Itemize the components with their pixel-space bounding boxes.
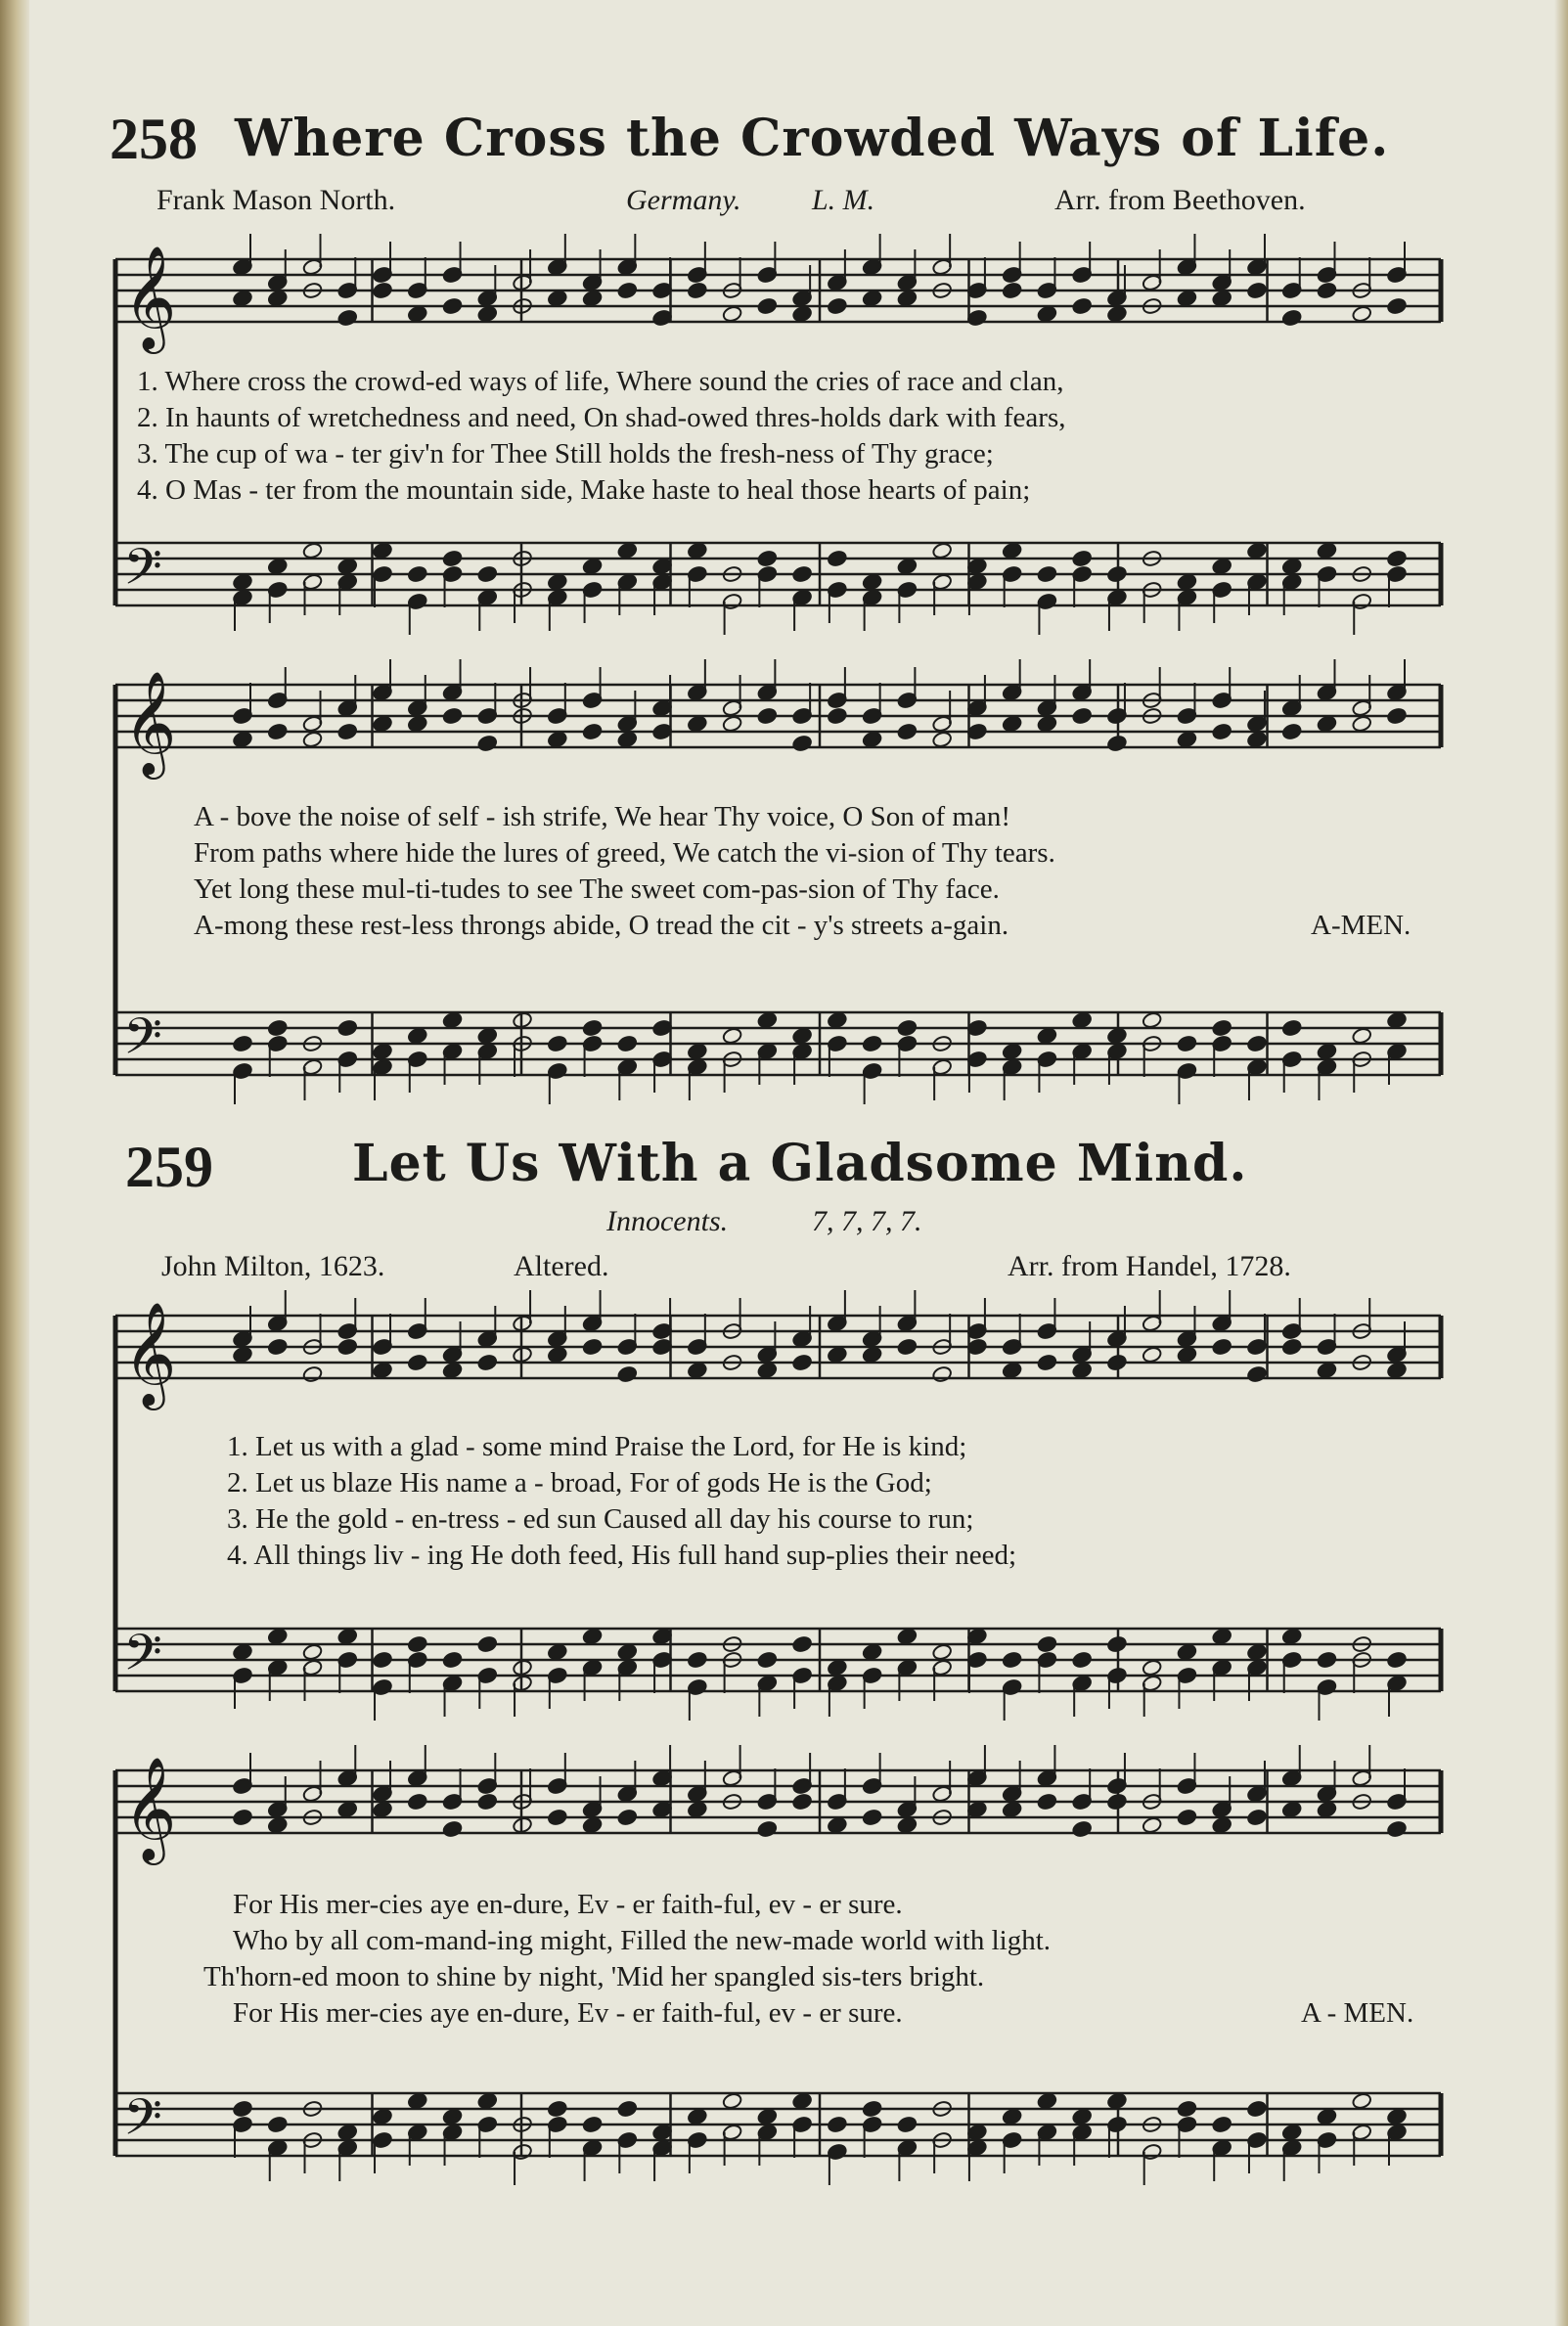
verse-line-2: 2. Let us blaze His name a - broad, For of gods He is the God; <box>227 1467 932 1498</box>
note-head <box>1002 2108 1022 2125</box>
note-head <box>1281 309 1302 327</box>
note-head <box>1037 2092 1057 2110</box>
note-head <box>722 2092 742 2110</box>
note-head <box>372 1801 392 1818</box>
note-head <box>791 1027 812 1045</box>
note-head <box>547 1809 567 1826</box>
note-head <box>337 723 358 740</box>
note-head <box>1317 542 1337 559</box>
note-head <box>791 565 812 583</box>
note-head <box>827 550 847 567</box>
verse-line-1: A - bove the noise of self - ish strife, We hear Thy voice, O Son of man! <box>194 801 1010 832</box>
note-head <box>931 731 952 748</box>
note-head <box>547 2100 567 2118</box>
note-head <box>1212 1338 1232 1356</box>
note-head <box>582 558 603 575</box>
note-head <box>407 1027 427 1045</box>
note-head <box>337 1338 358 1356</box>
note-head <box>687 1362 707 1379</box>
music-staff-bass <box>115 1619 1446 1726</box>
note-head <box>1352 715 1372 733</box>
note-head <box>1212 723 1232 740</box>
note-head <box>1212 1019 1232 1037</box>
note-head <box>1002 542 1022 559</box>
note-head <box>407 715 427 733</box>
note-head <box>1072 550 1093 567</box>
note-head <box>477 1354 498 1371</box>
note-head <box>1317 1362 1337 1379</box>
note-head <box>1072 1820 1093 1838</box>
note-head <box>617 542 638 559</box>
note-head <box>1386 1011 1407 1029</box>
note-head <box>687 1651 707 1669</box>
note-head <box>897 723 918 740</box>
note-head <box>1177 731 1197 748</box>
note-head <box>337 309 358 327</box>
note-head <box>372 282 392 299</box>
note-head <box>1246 282 1267 299</box>
svg-text:𝄢: 𝄢 <box>123 1623 162 1694</box>
note-head <box>302 731 323 748</box>
note-head <box>1212 558 1232 575</box>
verse-line-3: 3. He the gold - en-tress - ed sun Caused all day his course to run; <box>227 1503 974 1535</box>
note-head <box>791 1354 812 1371</box>
note-head <box>477 1793 498 1811</box>
note-head <box>1317 1043 1337 1060</box>
note-head <box>337 1628 358 1645</box>
verse-line-4: For His mer-cies aye en-dure, Ev - er faith-ful, ev - er sure. <box>233 1997 903 2029</box>
note-head <box>1072 2108 1093 2125</box>
note-head <box>1177 1643 1197 1661</box>
note-head <box>582 2116 603 2133</box>
note-head <box>1177 1035 1197 1052</box>
note-head <box>1281 1019 1302 1037</box>
verse-line-3: 3. The cup of wa - ter giv'n for Thee Still holds the fresh-ness of Thy grace; <box>137 438 994 470</box>
hymn-number: 259 <box>125 1135 213 1199</box>
note-head <box>267 290 288 307</box>
svg-text:𝄞: 𝄞 <box>123 245 177 349</box>
note-head <box>1352 1027 1372 1045</box>
note-head <box>757 550 778 567</box>
note-head <box>407 305 427 323</box>
svg-text:𝄞: 𝄞 <box>123 1301 177 1406</box>
note-head <box>407 1793 427 1811</box>
note-head <box>1037 1635 1057 1653</box>
note-head <box>1386 2108 1407 2125</box>
note-head <box>827 1659 847 1677</box>
note-head <box>267 1816 288 1834</box>
note-head <box>1037 1793 1057 1811</box>
note-head <box>232 1035 252 1052</box>
hymn-title: Let Us With a Gladsome Mind. <box>352 1134 1248 1193</box>
note-head <box>1386 550 1407 567</box>
note-head <box>1352 305 1372 323</box>
svg-text:𝄞: 𝄞 <box>123 670 177 775</box>
note-head <box>1317 1651 1337 1669</box>
note-head <box>442 1820 463 1838</box>
note-head <box>862 1346 882 1364</box>
note-head <box>267 1338 288 1356</box>
note-head <box>337 2124 358 2141</box>
note-head <box>617 731 638 748</box>
composer-credit: Arr. from Handel, 1728. <box>1008 1250 1291 1282</box>
note-head <box>267 1019 288 1037</box>
note-head <box>827 1346 847 1364</box>
amen-text: A - MEN. <box>1301 1997 1414 2029</box>
note-head <box>617 282 638 299</box>
note-head <box>687 282 707 299</box>
note-head <box>1317 2108 1337 2125</box>
note-head <box>1002 1801 1022 1818</box>
note-head <box>1142 1011 1162 1029</box>
note-head <box>232 1643 252 1661</box>
tune-name: Germany. <box>626 184 741 216</box>
verse-line-4: A-mong these rest-less throngs abide, O tread the cit - y's streets a-gain. <box>194 910 1009 941</box>
note-head <box>687 715 707 733</box>
note-head <box>372 1043 392 1060</box>
meter: L. M. <box>812 184 875 216</box>
note-head <box>1246 1035 1267 1052</box>
note-head <box>302 1643 323 1661</box>
note-head <box>862 2100 882 2118</box>
note-head <box>1072 707 1093 725</box>
note-head <box>617 1365 638 1383</box>
verse-line-1: 1. Let us with a glad - some mind Praise the Lord, for He is kind; <box>227 1431 967 1462</box>
note-head <box>897 1628 918 1645</box>
note-head <box>897 290 918 307</box>
note-head <box>1177 573 1197 591</box>
note-head <box>232 2100 252 2118</box>
note-head <box>897 558 918 575</box>
note-head <box>862 1643 882 1661</box>
verse-line-2: Who by all com-mand-ing might, Filled the new-made world with light. <box>233 1925 1052 1956</box>
note-head <box>1037 565 1057 583</box>
note-head <box>1246 542 1267 559</box>
note-head <box>791 1793 812 1811</box>
note-head <box>1037 1354 1057 1371</box>
svg-text:𝄢: 𝄢 <box>123 2087 162 2159</box>
note-head <box>372 542 392 559</box>
note-head <box>862 1035 882 1052</box>
note-head <box>1386 1820 1407 1838</box>
tune-name: Innocents. <box>606 1205 729 1237</box>
note-head <box>1212 2116 1232 2133</box>
note-head <box>267 1628 288 1645</box>
note-head <box>827 1816 847 1834</box>
note-head <box>1281 1801 1302 1818</box>
note-head <box>757 1011 778 1029</box>
meter: 7, 7, 7, 7. <box>812 1205 922 1237</box>
note-head <box>1106 2092 1127 2110</box>
music-staff-treble <box>115 1756 1446 1868</box>
note-head <box>1106 1354 1127 1371</box>
note-head <box>1246 1809 1267 1826</box>
note-head <box>862 573 882 591</box>
note-head <box>232 573 252 591</box>
note-head <box>722 715 742 733</box>
note-head <box>477 1027 498 1045</box>
note-head <box>1106 735 1127 752</box>
note-head <box>827 707 847 725</box>
verse-line-3: Th'horn-ed moon to shine by night, 'Mid her spangled sis-ters bright. <box>203 1961 985 1992</box>
note-head <box>372 715 392 733</box>
note-head <box>582 1816 603 1834</box>
note-head <box>617 1035 638 1052</box>
note-head <box>302 1365 323 1383</box>
note-head <box>1002 282 1022 299</box>
note-head <box>1281 1338 1302 1356</box>
note-head <box>1142 1816 1162 1834</box>
author-credit: Frank Mason North. <box>157 184 396 216</box>
note-head <box>827 297 847 315</box>
note-head <box>791 305 812 323</box>
note-head <box>442 1362 463 1379</box>
music-staff-bass <box>115 1003 1446 1110</box>
note-head <box>827 2116 847 2133</box>
note-head <box>267 558 288 575</box>
note-head <box>1037 715 1057 733</box>
note-head <box>442 1011 463 1029</box>
note-head <box>372 1651 392 1669</box>
note-head <box>862 731 882 748</box>
author-credit: John Milton, 1623. <box>161 1250 385 1282</box>
note-head <box>232 1346 252 1364</box>
note-head <box>407 565 427 583</box>
note-head <box>582 290 603 307</box>
music-staff-bass <box>115 2083 1446 2191</box>
svg-text:𝄢: 𝄢 <box>123 1006 162 1078</box>
note-head <box>1072 1011 1093 1029</box>
verse-line-4: 4. O Mas - ter from the mountain side, Make haste to heal those hearts of pain; <box>137 474 1031 506</box>
note-head <box>757 1362 778 1379</box>
note-head <box>1246 1365 1267 1383</box>
note-head <box>757 707 778 725</box>
hymn-title: Where Cross the Crowded Ways of Life. <box>235 109 1390 168</box>
hymn-number: 258 <box>110 107 198 171</box>
note-head <box>582 723 603 740</box>
note-head <box>1002 715 1022 733</box>
note-head <box>337 1019 358 1037</box>
note-head <box>1072 297 1093 315</box>
page-right-edge <box>1554 0 1568 2326</box>
note-head <box>1106 1635 1127 1653</box>
note-head <box>1212 1816 1232 1834</box>
note-head <box>1037 1027 1057 1045</box>
note-head <box>442 1651 463 1669</box>
note-head <box>791 2092 812 2110</box>
verse-line-4: 4. All things liv - ing He doth feed, His full hand sup-plies their need; <box>227 1540 1017 1571</box>
note-head <box>1142 1346 1162 1364</box>
note-head <box>1246 731 1267 748</box>
note-head <box>1212 290 1232 307</box>
note-head <box>791 735 812 752</box>
note-head <box>1142 1659 1162 1677</box>
note-head <box>931 1365 952 1383</box>
verse-line-3: Yet long these mul-ti-tudes to see The sweet com-pas-sion of Thy face. <box>194 873 1000 905</box>
note-head <box>442 297 463 315</box>
note-head <box>547 731 567 748</box>
note-head <box>267 2116 288 2133</box>
note-head <box>547 290 567 307</box>
note-head <box>232 1809 252 1826</box>
note-head <box>897 2116 918 2133</box>
note-head <box>897 1816 918 1834</box>
note-head <box>582 1019 603 1037</box>
note-head <box>897 1019 918 1037</box>
note-head <box>1212 1628 1232 1645</box>
note-head <box>1177 1346 1197 1364</box>
note-head <box>722 1027 742 1045</box>
note-head <box>547 1643 567 1661</box>
note-head <box>1106 565 1127 583</box>
note-head <box>442 550 463 567</box>
note-head <box>547 573 567 591</box>
note-head <box>687 1043 707 1060</box>
page-binding-edge <box>0 0 29 2326</box>
note-head <box>337 1801 358 1818</box>
note-head <box>1386 1651 1407 1669</box>
note-head <box>757 1820 778 1838</box>
note-head <box>1177 290 1197 307</box>
note-head <box>1386 707 1407 725</box>
note-head <box>1177 1809 1197 1826</box>
svg-text:𝄞: 𝄞 <box>123 1756 177 1860</box>
note-head <box>442 2108 463 2125</box>
note-head <box>1386 297 1407 315</box>
note-head <box>582 1338 603 1356</box>
note-head <box>1281 723 1302 740</box>
verse-line-1: For His mer-cies aye en-dure, Ev - er faith-ful, ev - er sure. <box>233 1889 903 1920</box>
note-head <box>862 290 882 307</box>
note-head <box>1072 1651 1093 1669</box>
note-head <box>337 558 358 575</box>
note-head <box>1106 1027 1127 1045</box>
note-head <box>302 542 323 559</box>
note-head <box>1106 1793 1127 1811</box>
note-head <box>1317 1801 1337 1818</box>
note-head <box>1317 715 1337 733</box>
note-head <box>1281 558 1302 575</box>
note-head <box>931 1643 952 1661</box>
note-head <box>477 1635 498 1653</box>
note-head <box>617 1809 638 1826</box>
note-head <box>1281 1628 1302 1645</box>
note-head <box>757 1651 778 1669</box>
composer-credit: Arr. from Beethoven. <box>1054 184 1306 216</box>
note-head <box>757 2108 778 2125</box>
note-head <box>722 305 742 323</box>
amen-text: A-MEN. <box>1311 910 1411 941</box>
note-head <box>931 542 952 559</box>
note-head <box>1352 2092 1372 2110</box>
note-head <box>232 290 252 307</box>
note-head <box>407 1635 427 1653</box>
note-head <box>1002 1043 1022 1060</box>
music-staff-treble <box>115 245 1446 357</box>
note-head <box>477 2092 498 2110</box>
verse-line-2: From paths where hide the lures of greed, We catch the vi-sion of Thy tears. <box>194 837 1055 869</box>
verse-line-2: 2. In haunts of wretchedness and need, On shad-owed thres-holds dark with fears, <box>137 402 1066 433</box>
note-head <box>791 1635 812 1653</box>
note-head <box>477 565 498 583</box>
note-head <box>827 1011 847 1029</box>
note-head <box>477 735 498 752</box>
music-staff-treble <box>115 670 1446 783</box>
note-head <box>267 723 288 740</box>
note-head <box>407 2092 427 2110</box>
note-head <box>1386 1362 1407 1379</box>
note-head <box>547 1035 567 1052</box>
note-head <box>1002 1362 1022 1379</box>
verse-line-1: 1. Where cross the crowd-ed ways of life, Where sound the cries of race and clan, <box>137 366 1064 397</box>
note-head <box>547 1346 567 1364</box>
note-head <box>1281 2124 1302 2141</box>
note-head <box>1002 1651 1022 1669</box>
note-head <box>232 731 252 748</box>
note-head <box>862 1809 882 1826</box>
note-head <box>372 1362 392 1379</box>
note-head <box>897 1338 918 1356</box>
note-head <box>477 305 498 323</box>
note-head <box>1037 305 1057 323</box>
note-head <box>1072 1362 1093 1379</box>
note-head <box>407 1354 427 1371</box>
altered-note: Altered. <box>514 1250 609 1282</box>
note-head <box>1177 2100 1197 2118</box>
note-head <box>582 1628 603 1645</box>
note-head <box>442 707 463 725</box>
note-head <box>687 2108 707 2125</box>
note-head <box>372 2108 392 2125</box>
note-head <box>757 297 778 315</box>
music-staff-treble <box>115 1301 1446 1413</box>
note-head <box>1246 2100 1267 2118</box>
music-staff-bass <box>115 533 1446 641</box>
note-head <box>1106 305 1127 323</box>
note-head <box>1317 282 1337 299</box>
note-head <box>687 1801 707 1818</box>
svg-text:𝄢: 𝄢 <box>123 537 162 608</box>
note-head <box>617 1643 638 1661</box>
note-head <box>1246 1643 1267 1661</box>
note-head <box>617 2100 638 2118</box>
note-head <box>687 542 707 559</box>
